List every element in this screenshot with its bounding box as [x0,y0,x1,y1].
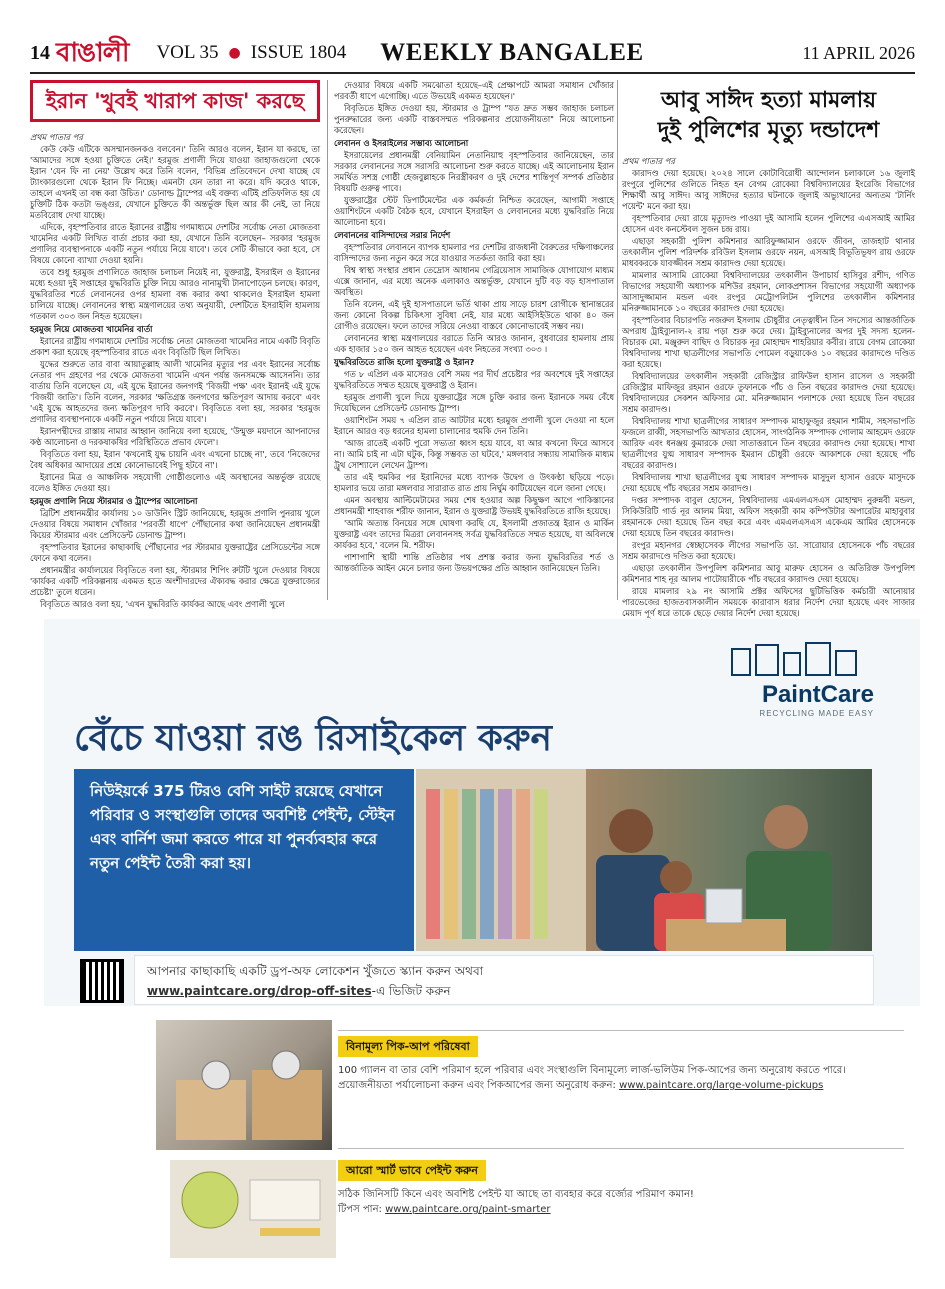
paragraph: কারাদণ্ড দেয়া হয়েছে। ২০২৪ সালে কোটাবিরোধী আন্দোলন চলাকালে ১৬ জুলাই রংপুরে পুলিশের গুলিতে নিহত হন বেগম রোকেয়া বিশ্ববিদ্যালয়ের ইংরেজি বিভাগের শিক্ষার্থী আবু সাঈদ। আবু সাঈদের হত্যার ঘটনাকে জুলাই অভ্যুত্থানের অন্যতম 'টার্নিং পয়েন্ট' মনে করা হয়। [622,168,915,211]
newspaper-logo: বাঙালী [56,38,129,68]
ad-heading: বেঁচে যাওয়া রঙ রিসাইকেল করুন [74,718,553,759]
paragraph: হরমুজ প্রণালী খুলে দিয়ে যুক্তরাষ্ট্রের সঙ্গে চুক্তি করার জন্য ইরানকে সময় বেঁধে দিয়েছিলেন প্রেসিডেন্ট ডোনাল্ড ট্রাম্প। [334,392,614,413]
pickup-photo [156,1020,332,1150]
free-pickup-promo [338,1036,904,1093]
paragraph: বিবৃতিতে আরও বলা হয়, 'এখন যুদ্ধবিরতি কার্যকর আছে এবং প্রণালী খুলে [40,599,285,609]
paragraph: রায়ে মামলার ২৯ নং আসামি প্রক্টর অফিসের ছুটিভিত্তিক কর্মচারী আনোয়ার পারভেজের হাজতবাসকালীন সময়কে কারাবাস ধরার নির্দেশ দেয়া হয়েছে এবং সাজার মেয়াদ পূর্ণ ধরে তাকে ছেড়ে দেয়ার নির্দেশ দেয়া হয়েছে। [622,586,915,618]
right-article-column [622,80,915,618]
byline: প্রথম পাতার পর [622,156,675,166]
left-article-column [30,80,320,609]
paragraph: বিবৃতিতে বলা হয়, ইরান 'কখনোই যুদ্ধ চায়নি এবং এখনো চাচ্ছে না', তবে 'নিজেদের বৈধ অধিকার আদায়ের প্রশ্নে কোনোভাবেই পিছু হটবে না'। [30,449,320,470]
issue-date: 11 APRIL 2026 [802,42,915,63]
paragraph: 'আজ রাতেই একটি পুরো সভ্যতা ধ্বংস হয়ে যাবে, যা আর কখনো ফিরে আসবে না। আমি চাই না এটা ঘটুক, কিন্তু সম্ভবত তা ঘটবে,' মঙ্গলবার সন্ধ্যায় সামাজিক মাধ্যম ট্রুথ সোশ্যালে লেখেন ট্রাম্প। [334,438,614,470]
promo-link-line [338,1202,904,1217]
promo-link-prefix: টিপস পান: [338,1204,382,1215]
paragraph: গত ৮ এপ্রিল এক মাসেরও বেশি সময় পর দীর্ঘ প্রচেষ্টার পর অবশেষে দুই সপ্তাহের যুদ্ধবিরতিতে সম্মত হয়েছে যুক্তরাষ্ট্র ও ইরান। [334,369,614,390]
paragraph: ব্রিটিশ প্রধানমন্ত্রীর কার্যালয় ১০ ডাউনিং স্ট্রিট জানিয়েছে, হরমুজ প্রণালি পুনরায় খুলে দেওয়ার বিষয়ে সমাধান খোঁজার 'পরবর্তী ধাপে' পৌঁছানোর কথা জানিয়েছেন প্রধানমন্ত্রী কিয়ের স্টারমার এবং প্রেসিডেন্ট ডোনাল্ড ট্রাম্প। [30,508,320,540]
column-divider [617,80,618,600]
promo-link-line [338,1078,904,1093]
subheading: হরমুজ প্রণালি নিয়ে স্টারমার ও ট্রাম্পের আলোচনা [30,496,198,506]
qr-code[interactable] [80,959,124,1003]
promo-title: আরো স্মার্ট ভাবে পেইন্ট করুন [338,1160,486,1181]
paragraph: ওয়াশিংটন সময় ৭ এপ্রিল রাত আটটার মধ্যে হরমুজ প্রণালী খুলে দেওয়া না হলে ইরানে আরও বড় ধরনের হামলা চালানোর হুমকি দেন তিনি। [334,415,614,436]
headline-line-1: আবু সাঈদ হত্যা মামলায় [660,88,877,113]
paragraph: মামলার আসামি রোকেয়া বিশ্ববিদ্যালয়ের তৎকালীন উপাচার্য হাসিবুর রশীদ, গণিত বিভাগের সহযোগী অধ্যাপক মশিউর রহমান, লোকপ্রশাসন বিভাগের সহযোগী অধ্যাপক আসাদুজ্জামান মন্ডল এবং রংপুর মেট্রোপলিটন পুলিশের তৎকালীন কমিশনার মনিরুজ্জামানকে ১০ বছরের কারাদণ্ড দেয়া হয়েছে। [622,270,915,313]
paragraph: বিশ্ববিদ্যালয়ের তৎকালীন সহকারী রেজিস্ট্রার রাফিউল হাসান রাসেল ও সহকারী রেজিস্ট্রার মাফিজুর রহমান ওরফে তুফানকে পাঁচ ও তিন বছরের কারাদণ্ড দেয়া হয়েছে। বিশ্ববিদ্যালয়ের সেকশন অফিসার মো. মনিরুজ্জামান পলাশকে দেয়া হয়েছে তিন বছরের সশ্রম কারাদণ্ড। [622,371,915,414]
paint-boxes-illustration [156,1020,332,1150]
paragraph: বৃহস্পতিবার দেয়া রায়ে মৃত্যুদণ্ড পাওয়া দুই আসামি হলেন পুলিশের এএসআই আমির হোসেন এবং কনস্টেবল সুজন চন্দ্র রায়। [622,213,915,234]
paragraph: ইরানপন্থীদের রাস্তায় নামার আহ্বান জানিয়ে বলা হয়েছে, 'উন্মুক্ত ময়দানে আপনাদের কণ্ঠ আলোচনা ও দরকষাকষির পরিস্থিতিতে প্রভাব ফেলে'। [30,426,320,447]
footer-text: আপনার কাছাকাছি একটি ড্রপ-অফ লোকেশন খুঁজতে স্ক্যান করুন অথবা [147,964,484,978]
byline: প্রথম পাতার পর [30,132,83,142]
headline-line-2: দুই পুলিশের মৃত্যু দন্ডাদেশ [657,118,880,143]
promo-text: 100 গ্যালন বা তার বেশি পরিমাণ হলে পরিবার এবং সংস্থাগুলি বিনামূল্যে লার্জ-ভলিউম পিক-আপের জন্য অনুরোধ করতে পারে। [338,1065,846,1076]
paragraph: বৃহস্পতিবার লেবাননে ব্যাপক হামলার পর দেশটির রাজধানী বৈরুতের দক্ষিণাঞ্চলের বাসিন্দাদের জন্য নতুন করে সরে যাওয়ার সতর্কতা জারি করা হয়। [334,242,614,263]
paragraph: এমন অবস্থায় আল্টিমেটামের সময় শেষ হওয়ার অল্প কিছুক্ষণ আগে পাকিস্তানের প্রধানমন্ত্রী শাহবাজ শরীফ জানান, ইরান ও যুক্তরাষ্ট্র উভয়ই যুদ্ধবিরতিতে রাজি হয়েছে। [334,495,614,516]
newspaper-title: WEEKLY BANGALEE [380,39,644,66]
paragraph: কেউ কেউ এটিকে অসম্মানজনকও বলবেন।' তিনি আরও বলেন, ইরান যা করছে, তা 'আমাদের সঙ্গে হওয়া চুক্তিতে নেই।' হরমুজ প্রণালী দিয়ে যাওয়া জাহাজগুলো থেকে ইরান 'যেন ফি না নেয়' উল্লেখ করে তিনি বলেন, 'বিভিন্ন প্রতিবেদনে দেখা যাচ্ছে যে ট্যাংকারগুলো থেকে ইরান ফি নিচ্ছে। এমনটা যেন তারা না করে। যদি করেও থাকে, তাহলে এখনই তা বন্ধ করা উচিত।' ডোনাল্ড ট্রাম্পের এই বক্তব্য এটিই প্রতিফলিত হয় যে চুক্তিটি ঠিক কতটা ভঙ্গুর, যেখানে চুক্তিতে কী অন্তর্ভুক্ত ছিল আর কী নেই, তা নিয়ে মতবিরোধ দেখা যাচ্ছে। [30,144,320,220]
paragraph: পাশাপাশি স্থায়ী শান্তি প্রতিষ্ঠার পথ প্রশস্ত করার জন্য যুদ্ধবিরতির শর্ত ও আন্তর্জাতিক আইন মেনে চলার জন্য উভয়পক্ষের প্রতি আহ্বান জানিয়েছেন তিনি। [334,552,614,573]
paragraph: ইসরায়েলের প্রধানমন্ত্রী বেনিয়ামিন নেতানিয়াহু বৃহস্পতিবার জানিয়েছেন, তার সরকার লেবাননের সঙ্গে সরাসরি আলোচনা শুরু করতে যাচ্ছে। এই আলোচনায় ইরান সমর্থিত সশস্ত্র গোষ্ঠী হেজবুল্লাহকে নিরস্ত্রীকরণ ও দুই দেশের শান্তিপূর্ণ সম্পর্ক প্রতিষ্ঠার বিষয়টি গুরুত্ব পাবে। [334,150,614,193]
paragraph: বিবৃতিতে ইঙ্গিত দেওয়া হয়, স্টারমার ও ট্রাম্প "যত দ্রুত সম্ভব জাহাজ চলাচল পুনরুদ্ধারের জন্য একটি বাস্তবসম্মত পরিকল্পনার প্রয়োজনীয়তা" নিয়ে আলোচনা করেছেন। [334,103,614,135]
subheading: হরমুজ নিয়ে মোজতবা খামেনির বার্তা [30,324,153,334]
middle-article-column [334,80,614,600]
paragraph: তিনি বলেন, এই দুই হাসপাতালে ভর্তি থাকা প্রায় সাড়ে চারশ রোগীকে স্থানান্তরের জন্য কোনো বিকল্প চিকিৎসা সুবিধা নেই, যার মধ্যে আইসিইউতে থাকা ৪০ জন রোগীও রয়েছেন। ফলে তাদের সরিয়ে নেওয়া বাস্তবে কোনোভাবেই সম্ভব নয়। [334,299,614,331]
paragraph: এছাড়া তৎকালীন উপপুলিশ কমিশনার আবু মারুফ হোসেন ও অতিরিক্ত উপপুলিশ কমিশনার শাহ নূর আলম পাটোয়ারীকে পাঁচ বছরের কারাদণ্ড দেয়া হয়েছে। [622,563,915,584]
page-number: 14 [30,41,50,64]
paragraph: তবে শুধু হরমুজ প্রণালিতে জাহাজ চলাচল নিয়েই না, যুক্তরাষ্ট্র, ইসরাইল ও ইরানের মধ্যে হওয়া দুই সপ্তাহের যুদ্ধবিরতি চুক্তি নিয়ে আরও নানামুখী টানাপোড়েন চলছে। কারণ, যুদ্ধবিরতির শর্তে লেবাননের ওপর হামলা বন্ধ করার কথা থাকলেও ইসরাইল হামলা চালিয়ে যাচ্ছে। লেবাননের স্বাস্থ্য মন্ত্রণালয়ের তথ্য অনুযায়ী, দেশটিতে ইসরাইলি হামলায় গতকাল ৩০৩ জন নিহত হয়েছেন। [30,267,320,321]
brand-tagline: RECYCLING MADE EASY [759,709,874,718]
paragraph: বিশ্ববিদ্যালয় শাখা ছাত্রলীগের যুগ্ম সাধারণ সম্পাদক মাসুদুল হাসান ওরফে মাসুদকে দেয়া হয়েছে পাঁচ বছরের সশ্রম কারাদণ্ড। [622,472,915,493]
paragraph: লেবাননের স্বাস্থ্য মন্ত্রণালয়ের বরাতে তিনি আরও জানান, বুধবারের হামলায় প্রায় এক হাজার ১৫০ জন আহত হয়েছেন এবং নিহতের সংখ্যা ৩০৩ । [334,333,614,354]
drop-off-sites-link[interactable]: www.paintcare.org/drop-off-sites [147,984,372,998]
ad-footer [134,955,874,1005]
paint-smarter-promo [338,1160,904,1217]
paintcare-advertisement [44,619,920,1006]
column-divider [327,80,328,600]
ad-body-box: নিউইয়র্কে 375 টিরও বেশি সাইট রয়েছে যেখানে পরিবার ও সংস্থাগুলি তাদের অবশিষ্ট পেইন্ট, স্টেইন এবং বার্নিশ জমা করতে পারে যা পুনর্ব্যবহার করে নতুন পেইন্ট তৈরী করা হয়। [74,769,414,951]
paragraph: তার এই হুমকির পর ইরানিদের মধ্যে ব্যাপক উদ্বেগ ও উৎকণ্ঠা ছড়িয়ে পড়ে। হামলার ভয়ে তারা মঙ্গলবার সারারাত রাত প্রায় নির্ঘুম কাটিয়েছেন বলে জানা গেছে। [334,472,614,493]
paragraph: প্রধানমন্ত্রীর কার্যালয়ের বিবৃতিতে বলা হয়, স্টারমার শিপিং রুটটি খুলে দেওয়ার বিষয়ে 'কার্যকর একটি পরিকল্পনায় একমত হতে অংশীদারদের ঐক্যবদ্ধ করার ক্ষেত্রে যুক্তরাজ্যের প্রচেষ্টা' তুলে ধরেন। [30,565,320,597]
brand-name: PaintCare [761,681,874,708]
paragraph: রংপুর মহানগর স্বেচ্ছাসেবক লীগের সভাপতি ডা. সারোয়ার হোসেনকে পাঁচ বছরের সশ্রম কারাদণ্ডে দণ্ডিত করা হয়েছে। [622,540,915,561]
promo-text: সঠিক জিনিসটি কিনে এবং অবশিষ্ট পেইন্ট যা আছে তা ব্যবহার করে বর্জ্যের পরিমাণ কমান! [338,1189,694,1200]
subheading: যুদ্ধবিরতিতে রাজি হলো যুক্তরাষ্ট্র ও ইরান? [334,357,475,367]
footer-suffix: -এ ভিজিট করুন [371,984,451,998]
promo-title: বিনামূল্য পিক-আপ পরিষেবা [338,1036,478,1057]
paragraph: দেওয়ার বিষয়ে একটি সমঝোতা হয়েছে–এই প্রেক্ষাপটে আমরা সমাধান খোঁজার পরবর্তী ধাপে এগোচ্ছি। এতে উভয়েই একমত হয়েছেন।' [334,80,614,101]
paragraph: বিশ্ব স্বাস্থ্য সংস্থার প্রধান তেদ্রোস আধানম গেব্রিয়েসাস সামাজিক যোগাযোগ মাধ্যম এক্সে জানান, এর মধ্যে অনেক এলাকাও অন্তর্ভুক্ত, যেখানে দুটি বড় বড় হাসপাতাল অবস্থিত। [334,265,614,297]
volume: VOL 35 [156,42,219,63]
paragraph: এছাড়া সহকারী পুলিশ কমিশনার আরিফুজ্জামান ওরফে জীবন, তাজহাট থানার তৎকালীন পুলিশ পরিদর্শক রবিউল ইসলাম ওরফে নয়ন, এসআই বিভূতিভূষণ রায় ওরফে মাধবকরকে যাবজ্জীবন সশ্রম কারাদণ্ড দেয়া হয়েছে। [622,236,915,268]
people-at-paint-counter-illustration [416,769,872,951]
paragraph: দপ্তর সম্পাদক বাবুল হোসেন, বিশ্ববিদ্যালয় এমএলএসএস মোহাম্মদ নুরুন্নবী মন্ডল, সিকিউরিটি গার্ড নূর আলম মিয়া, অফিস সহকারী কাম কম্পিউটার অপারেটর মাহাবুবার রহমানকে দেয়া হয়েছে তিন বছর করে এবং এমএলএসএস একেএম আমির হোসেনকে দেয়া হয়েছে তিন বছরের কারাদণ্ড। [622,495,915,538]
separator-dot-icon: ● [228,45,241,61]
promo-link-prefix: প্রয়োজনীয়তা পর্যালোচনা করুন এবং পিকআপের জন্য অনুরোধ করুন: [338,1080,616,1091]
paragraph: ইরানের মিত্র ও আঞ্চলিক সহযোগী গোষ্ঠীগুলোও এই অবস্থানের অন্তর্ভুক্ত রয়েছে বলেও ইঙ্গিত দেওয়া হয়। [30,472,320,493]
paragraph: ইরানের রাষ্ট্রীয় গণমাধ্যমে দেশটির সর্বোচ্চ নেতা মোজতবা খামেনির নামে একটি বিবৃতি প্রকাশ করা হয়েছে বৃহস্পতিবার রাতে এবং বিবৃতিটি ছিল লিখিত। [30,336,320,357]
paragraph: 'আমি অত্যন্ত বিনয়ের সঙ্গে ঘোষণা করছি যে, ইসলামী প্রজাতন্ত্র ইরান ও মার্কিন যুক্তরাষ্ট্র এবং তাদের মিত্ররা লেবাননসহ সর্বত্র যুদ্ধবিরতিতে সম্মত হয়েছে, যা অবিলম্বে কার্যকর হবে,' বলেন মি. শরীফ। [334,518,614,550]
paragraph: বিশ্ববিদ্যালয় শাখা ছাত্রলীগের সাধারণ সম্পাদক মাহাফুজুর রহমান শামীম, সহসভাপতি ফজলে রাব্বী, সহসভাপতি আখতার হোসেন, সাংগঠনিক সম্পাদক গোলাম আহমেদ ওরফে আরিফ এবং ধনঞ্জয় কুমারকে দেয়া সাতাত্তরানে তিন বছরের কারাদণ্ড দেয়া হয়েছে। শাখা ছাত্রলীগের যুগ্ম সাধারণ সম্পাদক ইমরান চৌধুরী ওরফে আকাশকে দেয়া হয়েছে পাঁচ বছরের কারাদণ্ড। [622,416,915,470]
subheading: লেবাননের বাসিন্দাদের সরার নির্দেশ [334,230,451,240]
paragraph: বৃহস্পতিবার বিচারপতি নজরুল ইসলাম চৌধুরীর নেতৃত্বাধীন তিন সদস্যের আন্তর্জাতিক অপরাধ ট্রাইব্যুনাল-২ রায় পড়া শুরু করে দেয়। ট্রাইব্যুনালের অপর দুই সদস্য হলেন- বিচারক মো. মঞ্জুরুল বাছিদ ও বিচারক নূর মোহাম্মদ শাহরিয়ার কবীর। রায়ে বেগম রোকেয়া বিশ্ববিদ্যালয় শাখা ছাত্রলীগের সভাপতি পোমেল বড়ুয়াকেও ১০ বছরের কারাদণ্ডে দণ্ডিত করা হয়েছে। [622,315,915,369]
paint-store-photo [416,769,872,951]
subheading: লেবানন ও ইসরাইলের সম্ভাব্য আলোচনা [334,138,469,148]
paint-smarter-photo [170,1160,336,1258]
paragraph: যুদ্ধের শুরুতে তার বাবা আয়াতুল্লাহ আলী খামেনির মৃত্যুর পর এবং ইরানের সর্বোচ্চ নেতার পদ গ্রহণের পর থেকে মোজতবা খামেনি এখন পর্যন্ত জনসমক্ষে আসেননি। তার বার্তায় তিনি বলেছেন যে, এই যুদ্ধে ইরানের জনগণই 'বিজয়ী পক্ষ' এবং ইরানই এই যুদ্ধে 'বিজয়ী জাতি'। তিনি বলেন, সরকার 'ক্ষতিগ্রস্ত জনগণের ক্ষতিপূরণ আদায় করবে' এবং 'এই যুদ্ধে আহতদের জন্য ক্ষতিপূরণ দাবি করবে'। বিবৃতিতে বলা হয়, সরকার 'হরমুজ প্রণালির ব্যবস্থাপনাকে একটি নতুন পর্যায়ে নিয়ে যাবে'। [30,359,320,424]
paragraph: যুক্তরাষ্ট্রের স্টেট ডিপার্টমেন্টের এক কর্মকর্তা নিশ্চিত করেছেন, আগামী সপ্তাহে ওয়াশিংটনে একটি বৈঠক হবে, যেখানে ইসরাইল ও লেবাননের মধ্যে যুদ্ধবিরতি নিয়ে আলোচনা হবে। [334,195,614,227]
paint-cans-icon [730,639,860,677]
paragraph: এদিকে, বৃহস্পতিবার রাতে ইরানের রাষ্ট্রীয় গণমাধ্যমে দেশটির সর্বোচ্চ নেতা মোজতবা খামেনির একটি লিখিত বার্তা প্রচার করা হয়, যেখানে তিনি বলেছেন– সরকার 'হরমুজ প্রণালির ব্যবস্থাপনাকে একটি নতুন পর্যায়ে নিয়ে যাবে'। তবে সেটি কীভাবে করা হবে, সে বিষয়ে কোনো ব্যাখ্যা দেওয়া হয়নি। [30,222,320,265]
left-article-headline: ইরান 'খুবই খারাপ কাজ' করছে [30,80,320,122]
footer-link-line [147,983,861,1003]
issue: ISSUE 1804 [250,42,347,63]
paragraph: বৃহস্পতিবার ইরানের কাছাকাছি পৌঁছানোর পর স্টারমার যুক্তরাষ্ট্রের প্রেসিডেন্টের সঙ্গে ফোনে কথা বলেন। [30,542,320,563]
promo-divider [338,1030,904,1031]
paint-smarter-link[interactable]: www.paintcare.org/paint-smarter [385,1204,551,1215]
right-article-headline [622,86,915,146]
masthead [30,34,915,74]
paint-can-tools-illustration [170,1160,336,1258]
promo-divider [338,1148,904,1149]
paintcare-logo [759,681,874,718]
large-volume-pickups-link[interactable]: www.paintcare.org/large-volume-pickups [619,1080,824,1091]
